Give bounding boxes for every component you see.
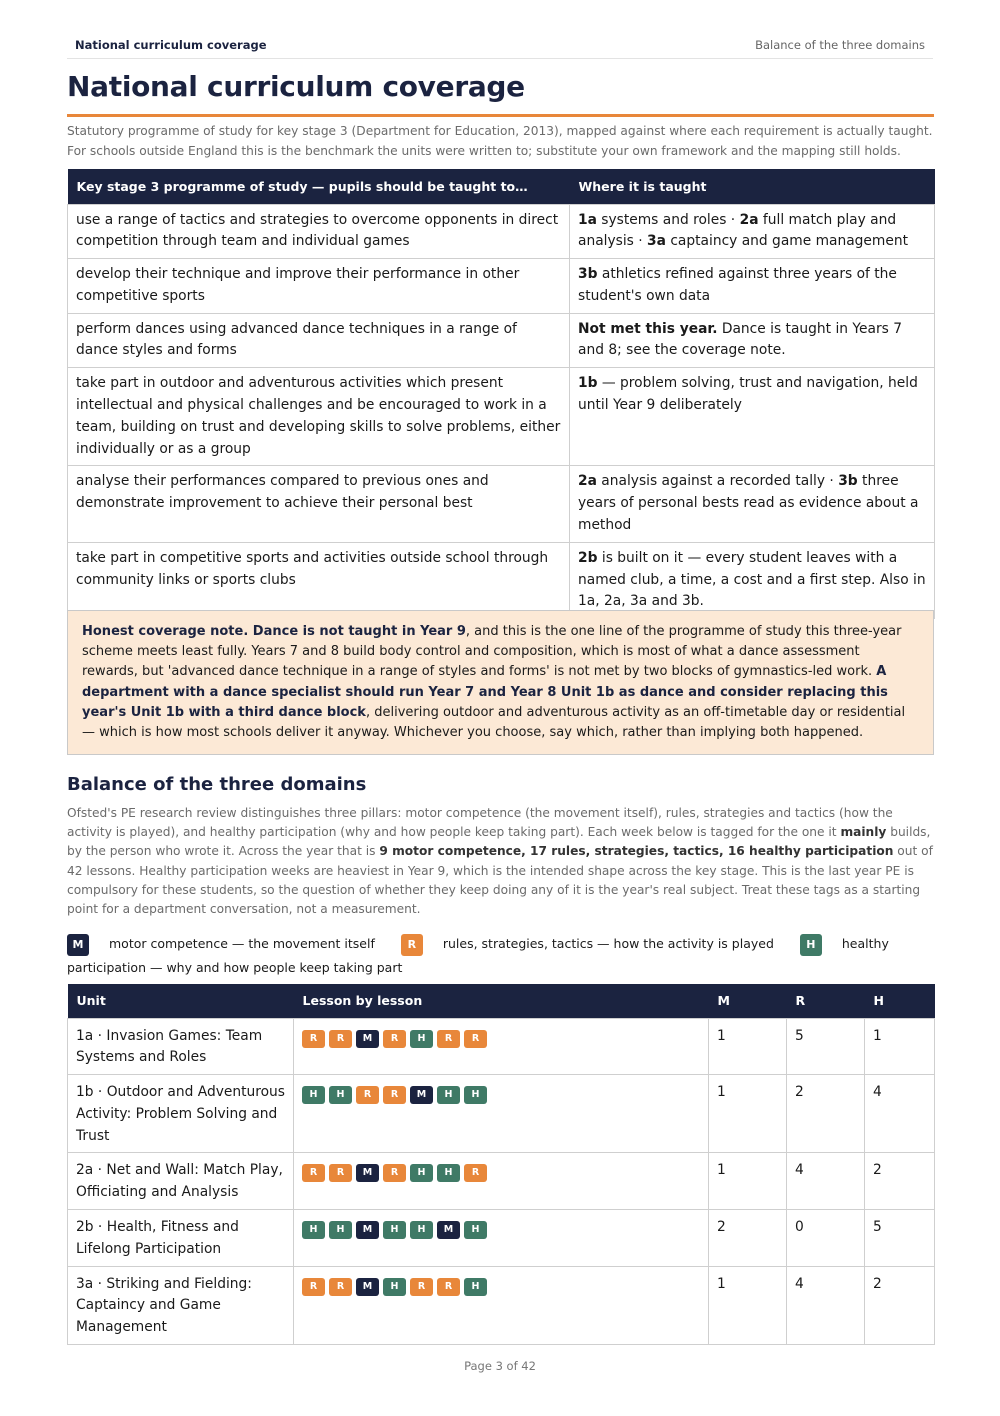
header-left: National curriculum coverage [75,38,267,52]
lessons-cell [294,1153,709,1210]
lesson-badge: M [356,1221,379,1239]
lesson-badges [302,1217,700,1239]
where-text: three years of personal bests read as evidence about a method [578,473,919,534]
domain-legend [67,932,937,980]
where-ref: 2a [578,473,597,490]
lesson-badge: H [410,1164,433,1182]
unit-row [68,1210,935,1267]
lessons-cell [294,1210,709,1267]
count-r-cell: 0 [787,1210,865,1267]
count-r-cell: 2 [787,1075,865,1153]
lesson-badge: H [410,1030,433,1048]
where-text: analysis against a recorded tally · [596,473,839,490]
coverage-note-lead: Honest coverage note. Dance is not taught in Year 9 [82,624,466,639]
count-h-cell: 1 [865,1018,935,1075]
lesson-badge: R [437,1278,460,1296]
legend-label-r: rules, strategies, tactics — how the activity is played [442,936,774,951]
domains-intro [67,804,937,919]
coverage-note-text-2: , delivering outdoor and adventurous activity as an off-timetable day or residential — which is how most schools deliver it anyway. Whichever you choose, say which, rather than implying both happened. [82,704,906,741]
domains-intro-b: builds, by the person who wrote it. Across the year that is [67,825,931,859]
where-ref: 1a [578,211,597,228]
coverage-note-text-1: , and this is the one line of the programme of study this three-year scheme meets least fully. Years 7 and 8 build body control and composition, which is most of what a dance assessment rewards, but 'advanced dance technique in a range of styles and forms' is not met by two blocks of gymnastics-led work. [82,624,902,680]
where-ref: Not met this year. [578,320,718,337]
domains-intro-mainly: mainly [840,825,887,840]
count-h-cell: 2 [865,1266,935,1344]
unit-row [68,1153,935,1210]
lessons-cell [294,1018,709,1075]
units-col-r: R [787,984,865,1018]
where-taught-cell [570,204,935,259]
page-title: National curriculum coverage [67,70,525,103]
lesson-badge: R [329,1030,352,1048]
count-r-cell: 4 [787,1153,865,1210]
units-col-h: H [865,984,935,1018]
curriculum-row [68,313,935,368]
lesson-badge: H [329,1086,352,1104]
count-h-cell: 2 [865,1153,935,1210]
unit-name-cell: 3a · Striking and Fielding: Captaincy and Game Management [68,1266,294,1344]
count-m-cell: 1 [709,1018,787,1075]
unit-row [68,1018,935,1075]
lesson-badges [302,1274,700,1296]
lesson-badge: R [383,1086,406,1104]
unit-row [68,1266,935,1344]
requirement-cell: develop their technique and improve their performance in other competitive sports [68,259,570,314]
title-rule [67,114,934,117]
unit-name-cell: 1b · Outdoor and Adventurous Activity: Problem Solving and Trust [68,1075,294,1153]
lesson-badge: H [383,1221,406,1239]
lesson-badge: M [356,1278,379,1296]
legend-chip-h: H [800,934,822,956]
curriculum-table [67,169,935,619]
lesson-badge: H [329,1221,352,1239]
units-col-m: M [709,984,787,1018]
lesson-badge: H [383,1278,406,1296]
header-right: Balance of the three domains [755,38,925,52]
count-r-cell: 4 [787,1266,865,1344]
where-text: Dance is taught in Years 7 and 8; see the coverage note. [578,320,902,359]
curriculum-row [68,259,935,314]
where-ref: 3b [578,266,598,283]
lesson-badge: H [302,1221,325,1239]
lesson-badge: M [356,1164,379,1182]
where-taught-cell [570,542,935,618]
lesson-badges [302,1160,700,1182]
curriculum-row [68,204,935,259]
where-taught-cell [570,313,935,368]
intro-paragraph: Statutory programme of study for key stage 3 (Department for Education, 2013), mapped against where each requirement is actually taught. For schools outside England this is the benchmark the units were written to; substitute your own framework and the mapping still holds. [67,124,933,158]
lesson-badge: H [437,1086,460,1104]
where-text: full match play and analysis · [578,211,897,250]
running-header [67,36,933,59]
count-m-cell: 2 [709,1210,787,1267]
lesson-badge: H [464,1221,487,1239]
lesson-badge: R [464,1030,487,1048]
where-text: is built on it — every student leaves with a named club, a time, a cost and a first step. Also in 1a, 2a, 3a and 3b. [578,549,926,610]
count-r-cell: 5 [787,1018,865,1075]
lesson-badge: R [302,1278,325,1296]
lesson-badge: R [329,1164,352,1182]
legend-chip-m: M [67,934,89,956]
lesson-badge: R [302,1164,325,1182]
where-ref: 3a [647,233,666,250]
domains-intro-a: Ofsted's PE research review distinguishes three pillars: motor competence (the movement itself), rules, strategies and tactics (how the activity is played), and healthy participation (why and how people keep taking part). Each week below is tagged for the one it [67,806,893,840]
domains-intro-totals: 9 motor competence, 17 rules, strategies, tactics, 16 healthy participation [379,844,894,859]
where-ref: 2b [578,549,598,566]
requirement-cell: analyse their performances compared to previous ones and demonstrate improvement to achieve their personal best [68,466,570,542]
curriculum-col-where: Where it is taught [570,169,935,204]
page-footer: Page 3 of 42 [464,1359,536,1373]
requirement-cell: take part in outdoor and adventurous activities which present intellectual and physical challenges and be encouraged to work in a team, building on trust and developing skills to solve problems, either individually or as a group [68,368,570,466]
curriculum-col-requirement: Key stage 3 programme of study — pupils should be taught to… [68,169,570,204]
requirement-cell: take part in competitive sports and activities outside school through community links or sports clubs [68,542,570,618]
where-text: athletics refined against three years of the student's own data [578,266,897,304]
lesson-badge: R [302,1030,325,1048]
units-table [67,984,935,1345]
lesson-badge: R [464,1164,487,1182]
where-text: — problem solving, trust and navigation, held until Year 9 deliberately [578,375,918,414]
requirement-cell: perform dances using advanced dance techniques in a range of dance styles and forms [68,313,570,368]
where-taught-cell [570,368,935,466]
requirement-cell: use a range of tactics and strategies to overcome opponents in direct competition through team and individual games [68,204,570,259]
lesson-badge: M [356,1030,379,1048]
lesson-badge: R [329,1278,352,1296]
unit-name-cell: 1a · Invasion Games: Team Systems and Roles [68,1018,294,1075]
where-ref: 1b [578,375,598,392]
legend-label-m: motor competence — the movement itself [109,936,375,951]
lesson-badge: R [356,1086,379,1104]
where-text: systems and roles · [596,211,740,228]
lesson-badge: M [410,1086,433,1104]
curriculum-row [68,542,935,618]
curriculum-row [68,368,935,466]
where-ref: 3b [838,473,858,490]
lesson-badge: M [437,1221,460,1239]
count-h-cell: 4 [865,1075,935,1153]
lesson-badge: R [383,1164,406,1182]
lesson-badge: R [383,1030,406,1048]
count-m-cell: 1 [709,1153,787,1210]
curriculum-row [68,466,935,542]
coverage-note-recommendation: A department with a dance specialist should run Year 7 and Year 8 Unit 1b as dance and consider replacing this year's Unit 1b with a third dance block [82,664,888,720]
legend-chip-r: R [401,934,423,956]
domains-title: Balance of the three domains [67,774,367,795]
lesson-badge: H [437,1164,460,1182]
units-header-row [68,984,935,1018]
count-h-cell: 5 [865,1210,935,1267]
unit-name-cell: 2a · Net and Wall: Match Play, Officiating and Analysis [68,1153,294,1210]
where-taught-cell [570,466,935,542]
curriculum-header-row [68,169,935,204]
lesson-badge: R [437,1030,460,1048]
units-col-lessons: Lesson by lesson [294,984,709,1018]
units-col-unit: Unit [68,984,294,1018]
where-taught-cell [570,259,935,314]
lesson-badge: H [464,1278,487,1296]
lesson-badge: H [464,1086,487,1104]
domains-intro-c: out of 42 lessons. Healthy participation weeks are heaviest in Year 9, which is the intended shape across the key stage. This is the last year PE is compulsory for these students, so the question of whether they keep doing any of it is the year's real subject. Treat these tags as a starting point for a department conversation, not a measurement. [67,844,933,917]
lesson-badge: H [302,1086,325,1104]
lessons-cell [294,1266,709,1344]
lesson-badge: R [410,1278,433,1296]
unit-row [68,1075,935,1153]
lessons-cell [294,1075,709,1153]
lesson-badge: H [410,1221,433,1239]
legend-label-h: healthy participation — why and how people keep taking part [67,936,889,975]
lesson-badges [302,1026,700,1048]
lesson-badges [302,1082,700,1104]
count-m-cell: 1 [709,1075,787,1153]
count-m-cell: 1 [709,1266,787,1344]
where-ref: 2a [739,211,759,228]
unit-name-cell: 2b · Health, Fitness and Lifelong Participation [68,1210,294,1267]
coverage-note [67,610,934,755]
where-text: captaincy and game management [665,233,909,250]
